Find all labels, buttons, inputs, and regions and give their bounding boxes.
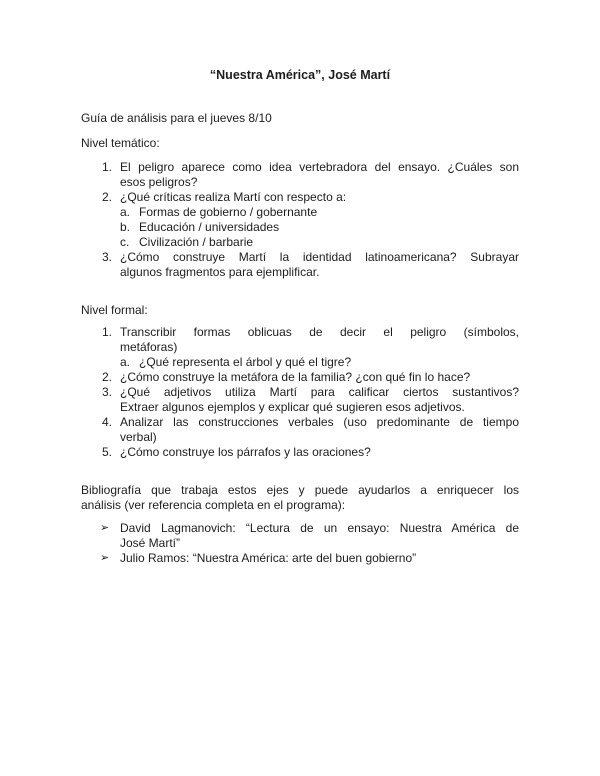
- list-item-line: ¿Qué representa el árbol y qué el tigre?: [139, 355, 352, 369]
- list-item-text: [139, 235, 519, 250]
- bibliography-intro: [81, 483, 519, 513]
- list-item-line: esos peligros?: [120, 175, 198, 189]
- list-item: [81, 160, 519, 190]
- list-item-marker: 2.: [102, 370, 113, 384]
- list-item-line: verbal): [120, 430, 157, 444]
- list-item-marker: 1.: [102, 160, 113, 174]
- list-item: [81, 190, 519, 205]
- list-item-text: [120, 160, 519, 190]
- list-item-marker: 1.: [102, 325, 113, 339]
- list-item-line: ¿Qué críticas realiza Martí con respecto a:: [120, 190, 347, 204]
- list-item-line: José Martí”: [120, 536, 181, 550]
- list-item-text: [120, 445, 519, 460]
- list-item-line: El peligro aparece como idea vertebradora del ensayo. ¿Cuáles son: [120, 160, 519, 174]
- sub-list-item: [81, 205, 519, 220]
- list-item: [81, 385, 519, 415]
- formal-list: [81, 325, 519, 460]
- list-item-text: [139, 220, 519, 235]
- arrow-bullet-icon: ➢: [100, 522, 110, 534]
- list-item-line: algunos fragmentos para ejemplificar.: [120, 265, 320, 279]
- list-item-line: Civilización / barbarie: [139, 235, 254, 249]
- list-item-marker: 3.: [102, 385, 113, 399]
- list-item-line: ¿Cómo construye la metáfora de la familia? ¿con qué fin lo hace?: [120, 370, 471, 384]
- list-item: [81, 325, 519, 355]
- list-item-line: ¿Qué adjetivos utiliza Martí para calificar ciertos sustantivos?: [120, 385, 519, 399]
- section-heading-tematico: Nivel temático:: [81, 136, 160, 150]
- list-item: [81, 521, 519, 551]
- list-item-marker: c.: [120, 235, 130, 249]
- guide-intro-line: Guía de análisis para el jueves 8/10: [81, 111, 272, 125]
- list-item-line: David Lagmanovich: “Lectura de un ensayo: Nuestra América de: [120, 521, 519, 535]
- list-item-marker: 2.: [102, 190, 113, 204]
- list-item-marker: 3.: [102, 250, 113, 264]
- list-item-marker: 4.: [102, 415, 113, 429]
- list-item-text: [120, 385, 519, 415]
- list-item-text: [120, 370, 519, 385]
- document-title: “Nuestra América”, José Martí: [209, 68, 391, 82]
- list-item-text: [120, 190, 519, 205]
- list-item: [81, 415, 519, 445]
- list-item: [81, 370, 519, 385]
- list-item-text: [139, 355, 519, 370]
- list-item-text: [120, 250, 519, 280]
- list-item-line: Educación / universidades: [139, 220, 280, 234]
- list-item-line: Julio Ramos: “Nuestra América: arte del buen gobierno”: [120, 551, 417, 565]
- list-item-text: [139, 205, 519, 220]
- list-item-line: ¿Cómo construye Martí la identidad latinoamericana? Subrayar: [120, 250, 519, 264]
- section-heading-formal: Nivel formal:: [81, 303, 148, 317]
- sub-list-item: [81, 220, 519, 235]
- sub-list-item: [81, 235, 519, 250]
- list-item-marker: b.: [120, 220, 131, 234]
- list-item-marker: 5.: [102, 445, 113, 459]
- tematico-list: [81, 160, 519, 280]
- list-item-marker: a.: [120, 355, 131, 369]
- list-item-text: [120, 415, 519, 445]
- bibliography-list: [81, 521, 519, 566]
- list-item-line: Formas de gobierno / gobernante: [139, 205, 318, 219]
- bibliography-intro-line: análisis (ver referencia completa en el programa):: [81, 498, 346, 512]
- sub-list-item: [81, 355, 519, 370]
- list-item: [81, 445, 519, 460]
- list-item-text: [120, 521, 519, 551]
- document-content: [81, 0, 519, 566]
- arrow-bullet-icon: ➢: [100, 552, 110, 564]
- list-item: [81, 250, 519, 280]
- list-item-line: Transcribir formas oblicuas de decir el peligro (símbolos,: [120, 325, 519, 339]
- list-item-line: ¿Cómo construye los párrafos y las oraciones?: [120, 445, 371, 459]
- list-item-line: Extraer algunos ejemplos y explicar qué sugieren esos adjetivos.: [120, 400, 465, 414]
- list-item-line: metáforas): [120, 340, 178, 354]
- bibliography-intro-line: Bibliografía que trabaja estos ejes y puede ayudarlos a enriquecer los: [81, 483, 519, 497]
- list-item-marker: a.: [120, 205, 131, 219]
- list-item: [81, 551, 519, 566]
- list-item-text: [120, 325, 519, 355]
- list-item-text: [120, 551, 519, 566]
- list-item-line: Analizar las construcciones verbales (uso predominante de tiempo: [120, 415, 519, 429]
